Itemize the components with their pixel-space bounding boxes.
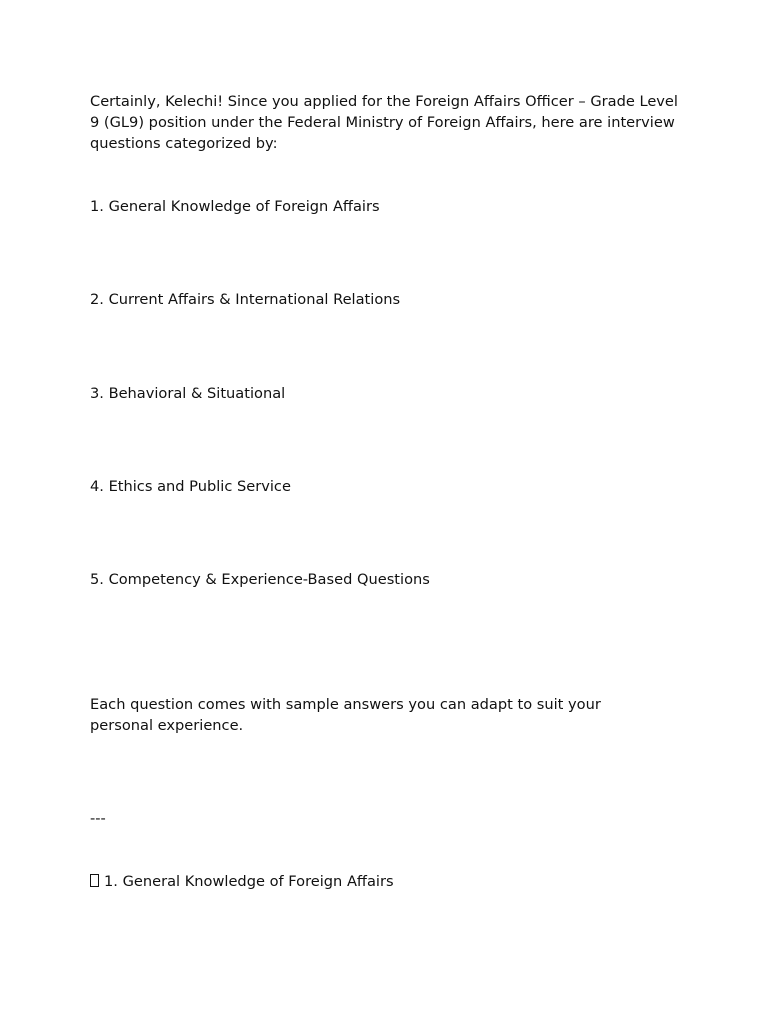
category-item: 4. Ethics and Public Service (90, 478, 291, 495)
section-separator: --- (90, 810, 106, 827)
section-heading (90, 871, 680, 892)
category-item: 2. Current Affairs & International Relations (90, 291, 401, 308)
category-item: 1. General Knowledge of Foreign Affairs (90, 198, 380, 215)
category-item: 3. Behavioral & Situational (90, 385, 286, 402)
missing-glyph-icon (90, 874, 99, 887)
intro-paragraph: Certainly, Kelechi! Since you applied for the Foreign Affairs Officer – Grade Level 9 (GL9) position under the Federal Ministry of Foreign Affairs, here are interview questions categorized by: (90, 93, 678, 152)
category-item: 5. Competency & Experience-Based Questions (90, 571, 430, 588)
note-paragraph: Each question comes with sample answers you can adapt to suit your personal experience. (90, 696, 601, 734)
section-heading-text: 1. General Knowledge of Foreign Affairs (104, 873, 394, 890)
